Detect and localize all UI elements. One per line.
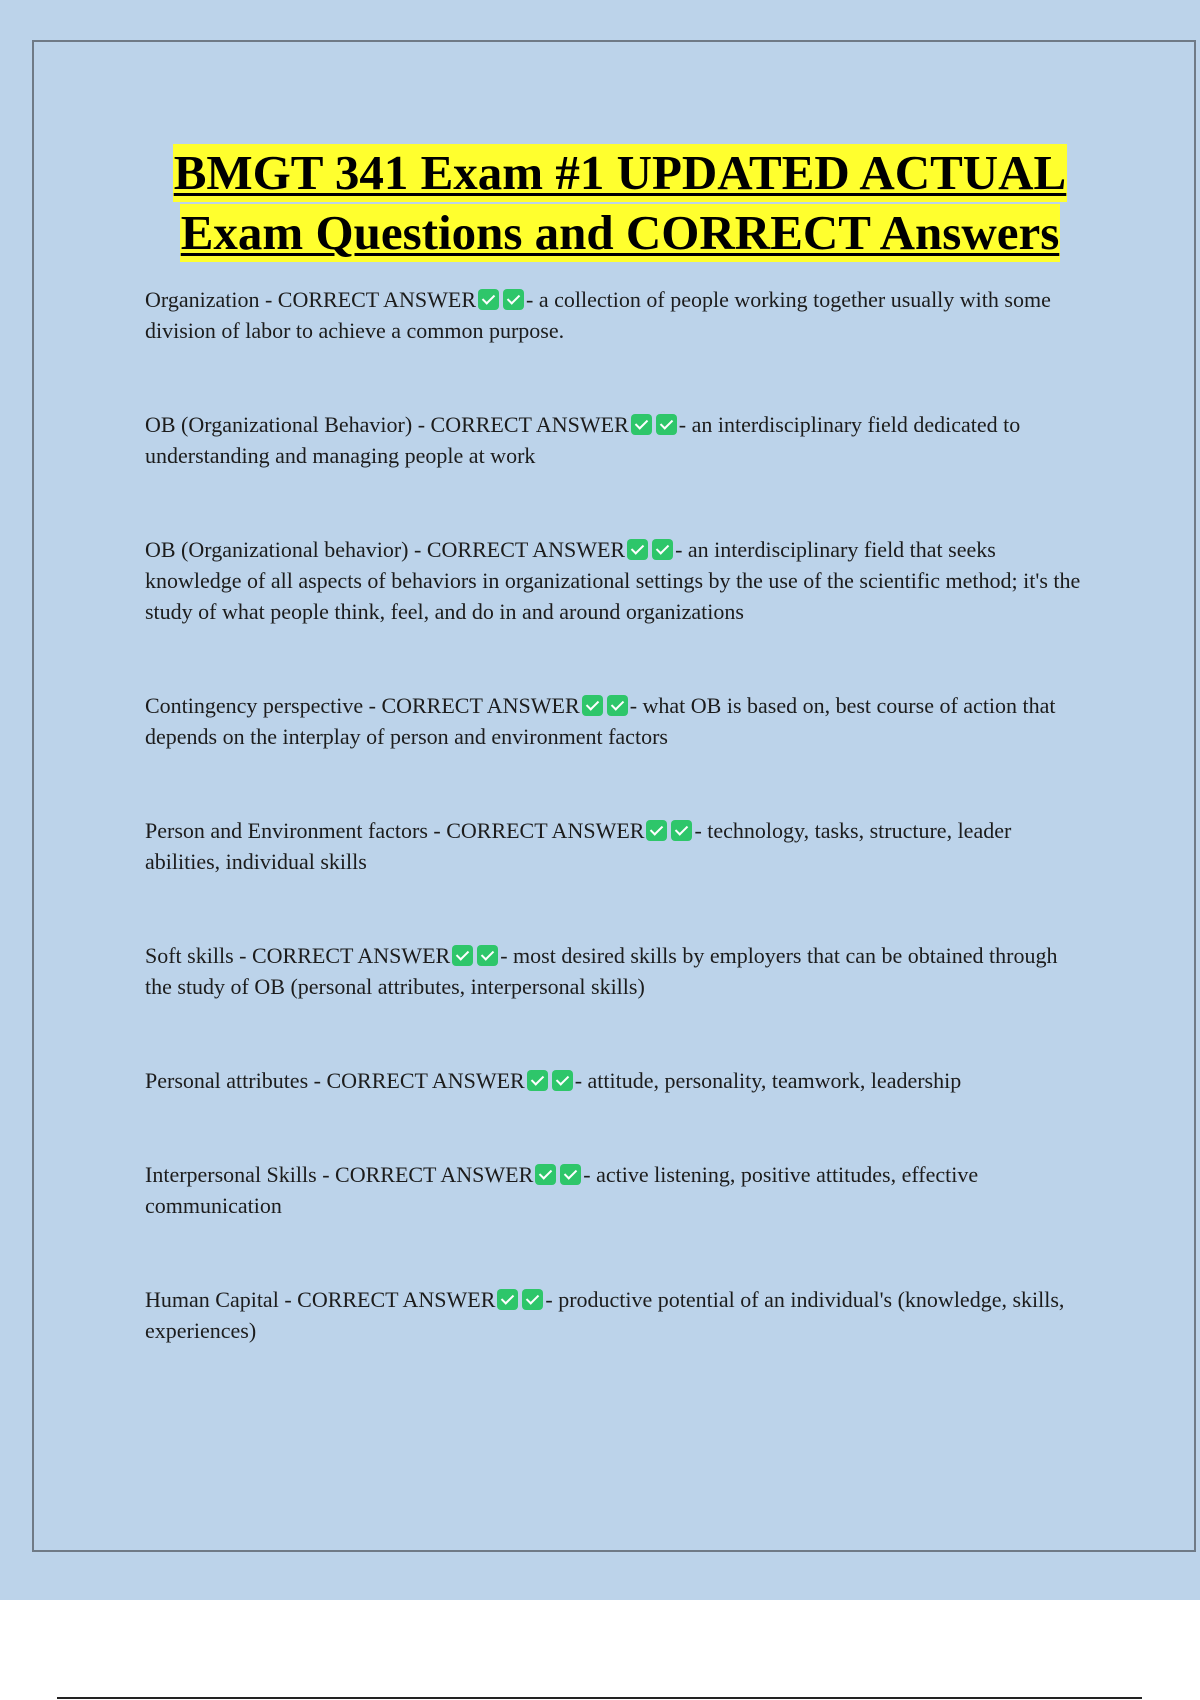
green-checkbox-icon bbox=[497, 1289, 518, 1310]
qa-entry: Human Capital - CORRECT ANSWER - productive potential of an individual's (knowledge, skills, experiences) bbox=[145, 1287, 1065, 1343]
definition: an interdisciplinary field dedicated to understanding and managing people at work bbox=[145, 412, 1021, 468]
answer-marker: CORRECT ANSWER bbox=[426, 537, 626, 562]
green-checkbox-icon bbox=[582, 695, 603, 716]
green-checkbox-icon bbox=[646, 820, 667, 841]
qa-entry: Personal attributes - CORRECT ANSWER - attitude, personality, teamwork, leadership bbox=[145, 1068, 962, 1093]
qa-entry: Organization - CORRECT ANSWER - a collection of people working together usually with some division of labor to achieve a common purpose. bbox=[145, 287, 1051, 343]
qa-list bbox=[145, 284, 1085, 1409]
green-checkbox-icon bbox=[652, 539, 673, 560]
answer-marker: CORRECT ANSWER bbox=[277, 287, 477, 312]
title-line-2: Exam Questions and CORRECT Answers bbox=[180, 205, 1060, 260]
term: Organization bbox=[145, 287, 260, 312]
answer-marker: CORRECT ANSWER bbox=[251, 943, 451, 968]
green-checkbox-icon bbox=[478, 289, 499, 310]
title-line-1: BMGT 341 Exam #1 UPDATED ACTUAL bbox=[173, 145, 1067, 200]
definition: active listening, positive attitudes, effective communication bbox=[145, 1162, 979, 1218]
qa-entry: Interpersonal Skills - CORRECT ANSWER - active listening, positive attitudes, effective communication bbox=[145, 1162, 979, 1218]
green-checkbox-icon bbox=[671, 820, 692, 841]
green-checkbox-icon bbox=[607, 695, 628, 716]
term: Interpersonal Skills bbox=[145, 1162, 317, 1187]
green-checkbox-icon bbox=[527, 1070, 548, 1091]
qa-entry: Contingency perspective - CORRECT ANSWER - what OB is based on, best course of action that depends on the interplay of person and environment factors bbox=[145, 693, 1056, 749]
green-checkbox-icon bbox=[452, 945, 473, 966]
term: Person and Environment factors bbox=[145, 818, 428, 843]
green-checkbox-icon bbox=[503, 289, 524, 310]
answer-marker: CORRECT ANSWER bbox=[381, 693, 580, 718]
definition: productive potential of an individual's (knowledge, skills, experiences) bbox=[145, 1287, 1065, 1343]
green-checkbox-icon bbox=[627, 539, 648, 560]
term: Soft skills bbox=[145, 943, 234, 968]
answer-marker: CORRECT ANSWER bbox=[430, 412, 629, 437]
qa-entry: Person and Environment factors - CORRECT ANSWER - technology, tasks, structure, leader abilities, individual skills bbox=[145, 818, 1012, 874]
term: Contingency perspective bbox=[145, 693, 364, 718]
term: Personal attributes bbox=[145, 1068, 309, 1093]
definition: most desired skills by employers that can be obtained through the study of OB (personal attributes, interpersonal skills) bbox=[145, 943, 1058, 999]
answer-marker: CORRECT ANSWER bbox=[297, 1287, 496, 1312]
green-checkbox-icon bbox=[552, 1070, 573, 1091]
answer-marker: CORRECT ANSWER bbox=[326, 1068, 525, 1093]
green-checkbox-icon bbox=[477, 945, 498, 966]
green-checkbox-icon bbox=[522, 1289, 543, 1310]
definition: technology, tasks, structure, leader abilities, individual skills bbox=[145, 818, 1012, 874]
definition: attitude, personality, teamwork, leadership bbox=[587, 1068, 962, 1093]
green-checkbox-icon bbox=[560, 1164, 581, 1185]
term: OB (Organizational behavior) bbox=[145, 537, 409, 562]
definition: a collection of people working together usually with some division of labor to achieve a common purpose. bbox=[145, 287, 1051, 343]
green-checkbox-icon bbox=[535, 1164, 556, 1185]
green-checkbox-icon bbox=[631, 414, 652, 435]
qa-entry: OB (Organizational Behavior) - CORRECT ANSWER - an interdisciplinary field dedicated to understanding and managing people at work bbox=[145, 412, 1021, 468]
term: Human Capital bbox=[145, 1287, 279, 1312]
document-title bbox=[40, 144, 1200, 262]
term: OB (Organizational Behavior) bbox=[145, 412, 413, 437]
answer-marker: CORRECT ANSWER bbox=[335, 1162, 534, 1187]
green-checkbox-icon bbox=[656, 414, 677, 435]
answer-marker: CORRECT ANSWER bbox=[446, 818, 645, 843]
footer-divider bbox=[57, 1697, 1142, 1699]
definition: an interdisciplinary field that seeks knowledge of all aspects of behaviors in organizational settings by the use of the scientific method; it's the study of what people think, feel, and do in and around organizations bbox=[145, 537, 1081, 624]
qa-entry: OB (Organizational behavior) - CORRECT ANSWER - an interdisciplinary field that seeks knowledge of all aspects of behaviors in organizational settings by the use of the scientific method; it's the study of what people think, feel, and do in and around organizations bbox=[145, 537, 1081, 624]
qa-entry: Soft skills - CORRECT ANSWER - most desired skills by employers that can be obtained through the study of OB (personal attributes, interpersonal skills) bbox=[145, 943, 1058, 999]
definition: what OB is based on, best course of action that depends on the interplay of person and environment factors bbox=[145, 693, 1056, 749]
